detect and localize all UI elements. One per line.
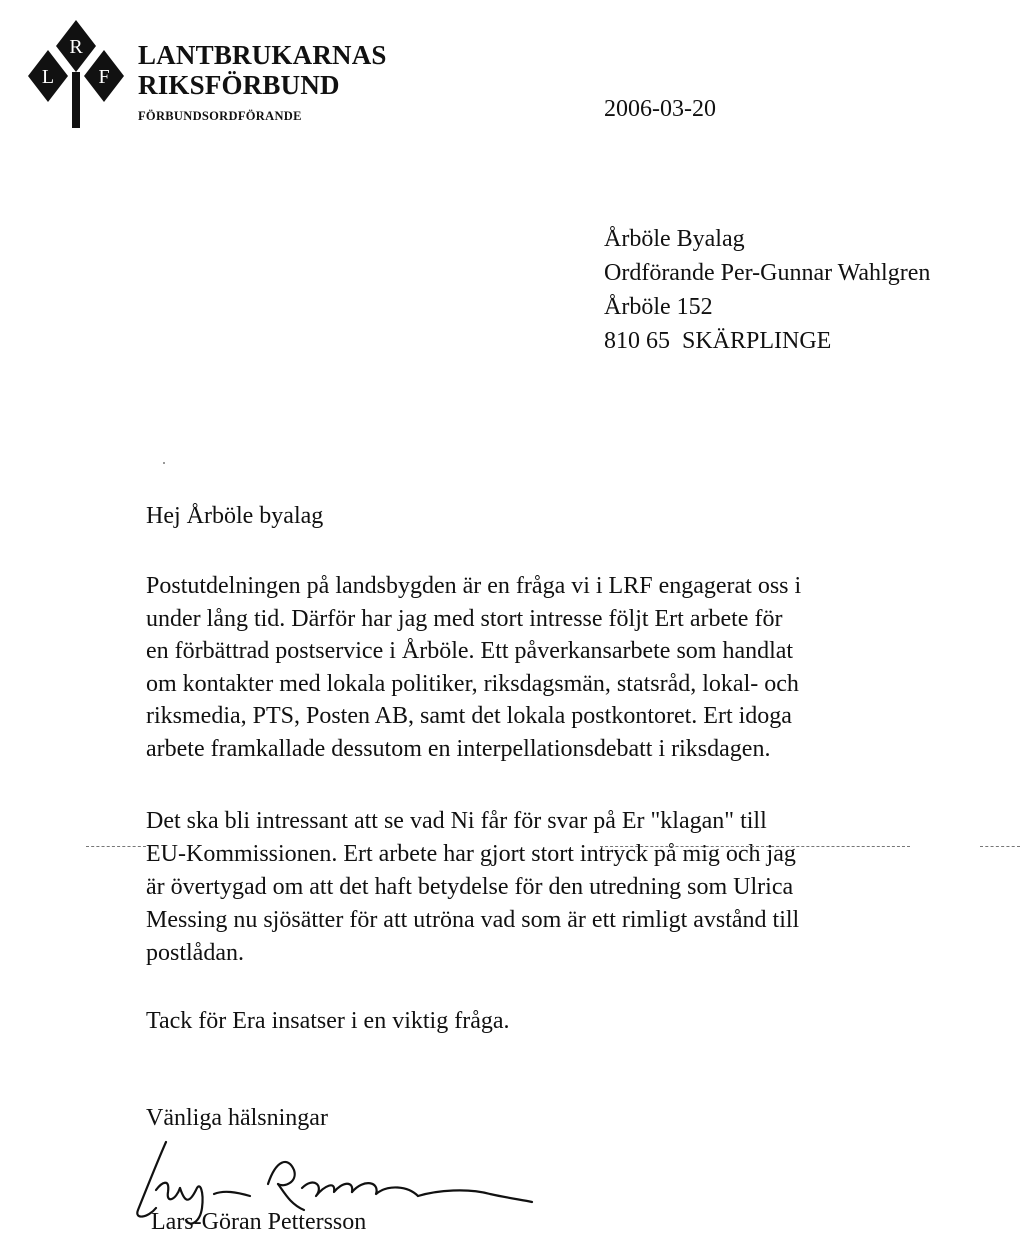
paragraph-line: Messing nu sjösätter för att utröna vad som är ett rimligt avstånd till bbox=[146, 907, 800, 933]
org-name-line1: LANTBRUKARNAS bbox=[138, 40, 387, 70]
fold-line-right bbox=[980, 846, 1020, 847]
paragraph-line: om kontakter med lokala politiker, riksdagsmän, statsråd, lokal- och bbox=[146, 670, 799, 697]
recipient-address bbox=[604, 222, 930, 358]
paragraph-2 bbox=[146, 805, 799, 970]
paragraph-line: riksmedia, PTS, Posten AB, samt det lokala postkontoret. Ert idoga bbox=[146, 703, 792, 730]
recipient-line: Ordförande Per-Gunnar Wahlgren bbox=[604, 260, 931, 286]
paragraph-line: under lång tid. Därför har jag med stort intresse följt Ert arbete för bbox=[146, 605, 783, 632]
greeting: Hej Årböle byalag bbox=[146, 503, 324, 529]
logo-stem bbox=[72, 72, 80, 128]
org-name-line2: RIKSFÖRBUND bbox=[138, 70, 340, 100]
paragraph-line: är övertygad om att det haft betydelse för den utredning som Ulrica bbox=[146, 874, 794, 900]
signer-name: Lars-Göran Pettersson bbox=[151, 1209, 367, 1235]
paragraph-3: Tack för Era insatser i en viktig fråga. bbox=[146, 1008, 510, 1034]
logo-letter-l: L bbox=[41, 66, 55, 88]
letter-date: 2006-03-20 bbox=[604, 96, 716, 122]
paragraph-line: Det ska bli intressant att se vad Ni får för svar på Er "klagan" till bbox=[146, 808, 767, 834]
org-role: FÖRBUNDSORDFÖRANDE bbox=[138, 109, 302, 123]
recipient-line: Årböle 152 bbox=[604, 294, 713, 320]
fold-line-middle bbox=[600, 846, 910, 847]
paragraph-1 bbox=[146, 570, 801, 766]
scan-speck bbox=[163, 462, 165, 464]
paragraph-line: EU-Kommissionen. Ert arbete har gjort stort intryck på mig och jag bbox=[146, 841, 796, 867]
recipient-line: Årböle Byalag bbox=[604, 226, 745, 252]
paragraph-line: postlådan. bbox=[146, 940, 244, 966]
lrf-logo bbox=[16, 16, 136, 132]
paragraph-line: en förbättrad postservice i Årböle. Ett påverkansarbete som handlat bbox=[146, 638, 794, 665]
paragraph-line: arbete framkallade dessutom en interpellationsdebatt i riksdagen. bbox=[146, 735, 771, 762]
logo-letter-f: F bbox=[98, 66, 110, 88]
organization-name bbox=[138, 40, 387, 124]
closing: Vänliga hälsningar bbox=[146, 1105, 328, 1131]
recipient-line: 810 65 SKÄRPLINGE bbox=[604, 328, 832, 354]
logo-letter-r: R bbox=[69, 36, 83, 58]
fold-line-left bbox=[86, 846, 146, 847]
paragraph-line: Postutdelningen på landsbygden är en fråga vi i LRF engagerat oss i bbox=[146, 573, 802, 599]
